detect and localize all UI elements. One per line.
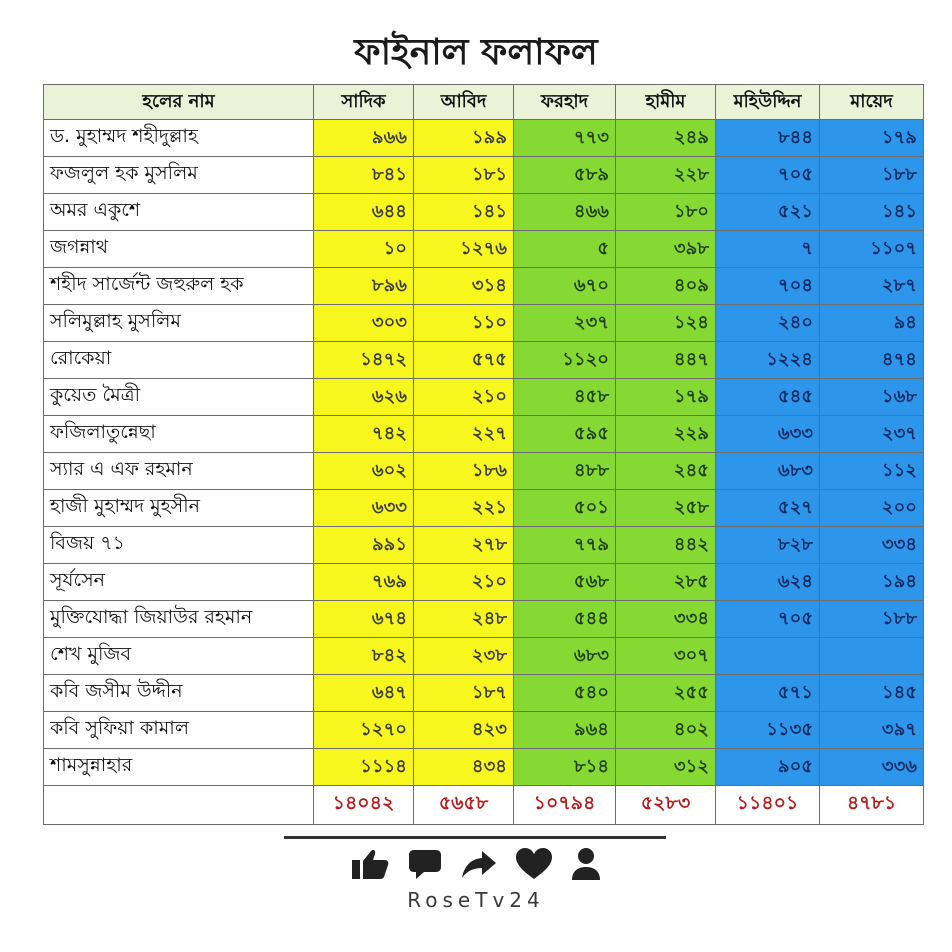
vote-cell: ৫০১: [514, 490, 616, 527]
vote-cell: ৬৮৩: [716, 453, 820, 490]
vote-cell: ৪৪৭: [616, 342, 716, 379]
vote-cell: ১১০৭: [820, 231, 924, 268]
vote-cell: ২৮৭: [820, 268, 924, 305]
vote-cell: [820, 638, 924, 675]
page-title: ফাইনাল ফলাফল: [354, 32, 598, 73]
total-cell: ৪৭৮১: [820, 786, 924, 825]
vote-cell: ৫৯৫: [514, 416, 616, 453]
vote-cell: ৭৭৯: [514, 527, 616, 564]
vote-cell: ১২২৪: [716, 342, 820, 379]
table-row: [44, 490, 924, 527]
hall-name-cell: রোকেয়া: [44, 342, 314, 379]
vote-cell: ১১০: [414, 305, 514, 342]
vote-cell: ৩০৩: [314, 305, 414, 342]
vote-cell: ৬৮৩: [514, 638, 616, 675]
hall-name-cell: সলিমুল্লাহ মুসলিম: [44, 305, 314, 342]
vote-cell: ২১০: [414, 379, 514, 416]
vote-cell: ২৪৫: [616, 453, 716, 490]
vote-cell: ৬২৬: [314, 379, 414, 416]
vote-cell: ৪৫৮: [514, 379, 616, 416]
vote-cell: ৩৯৭: [820, 712, 924, 749]
vote-cell: ৭৪২: [314, 416, 414, 453]
total-cell: ১১৪০১: [716, 786, 820, 825]
vote-cell: ৫৪০: [514, 675, 616, 712]
column-header-hall: হলের নাম: [44, 85, 314, 120]
vote-cell: ৩৩৪: [820, 527, 924, 564]
table-row: [44, 712, 924, 749]
vote-cell: ১৯৯: [414, 120, 514, 157]
vote-cell: ৫২১: [716, 194, 820, 231]
vote-cell: ২৭৮: [414, 527, 514, 564]
table-row: [44, 527, 924, 564]
user-icon[interactable]: [570, 847, 602, 881]
vote-cell: ৫২৭: [716, 490, 820, 527]
vote-cell: ৪০৯: [616, 268, 716, 305]
vote-cell: ৩০৭: [616, 638, 716, 675]
vote-cell: ১৭৯: [820, 120, 924, 157]
vote-cell: ১২৭৬: [414, 231, 514, 268]
hall-name-cell: সূর্যসেন: [44, 564, 314, 601]
vote-cell: ৩১৪: [414, 268, 514, 305]
hall-name-cell: শামসুন্নাহার: [44, 749, 314, 786]
vote-cell: ১১২০: [514, 342, 616, 379]
vote-cell: ৬৩৩: [716, 416, 820, 453]
hall-name-cell: কবি জসীম উদ্দীন: [44, 675, 314, 712]
table-row: [44, 416, 924, 453]
vote-cell: ১০: [314, 231, 414, 268]
total-cell: ৫৬৫৮: [414, 786, 514, 825]
vote-cell: ৭: [716, 231, 820, 268]
vote-cell: ৪৩৪: [414, 749, 514, 786]
hall-name-cell: কুয়েত মৈত্রী: [44, 379, 314, 416]
vote-cell: ৭৭৩: [514, 120, 616, 157]
vote-cell: ২৩৭: [514, 305, 616, 342]
vote-cell: ১৮৬: [414, 453, 514, 490]
vote-cell: ১৯৪: [820, 564, 924, 601]
total-cell: ১৪০৪২: [314, 786, 414, 825]
vote-cell: ৭০৫: [716, 157, 820, 194]
vote-cell: ৫৬৮: [514, 564, 616, 601]
table-row: [44, 342, 924, 379]
vote-cell: ১৪১: [820, 194, 924, 231]
vote-cell: ৬০২: [314, 453, 414, 490]
vote-cell: ২০০: [820, 490, 924, 527]
vote-cell: ৬২৪: [716, 564, 820, 601]
vote-cell: ৯০৫: [716, 749, 820, 786]
table-row: [44, 120, 924, 157]
hall-name-cell: শেখ মুজিব: [44, 638, 314, 675]
vote-cell: ৬৭৪: [314, 601, 414, 638]
vote-cell: ২৫৮: [616, 490, 716, 527]
totals-label-cell: [44, 786, 314, 825]
vote-cell: ৪৪২: [616, 527, 716, 564]
hall-name-cell: স্যার এ এফ রহমান: [44, 453, 314, 490]
column-header-candidate: মহিউদ্দিন: [716, 85, 820, 120]
vote-cell: ৩৯৮: [616, 231, 716, 268]
vote-cell: ৪০২: [616, 712, 716, 749]
vote-cell: ১৪১: [414, 194, 514, 231]
table-row: [44, 749, 924, 786]
total-cell: ৫২৮৩: [616, 786, 716, 825]
vote-cell: ৭৬৯: [314, 564, 414, 601]
vote-cell: ১৮৮: [820, 601, 924, 638]
vote-cell: ১৮৭: [414, 675, 514, 712]
table-row: [44, 638, 924, 675]
vote-cell: ৬৩৩: [314, 490, 414, 527]
vote-cell: ১৮৮: [820, 157, 924, 194]
table-row: [44, 268, 924, 305]
vote-cell: ২৪৮: [414, 601, 514, 638]
share-icon[interactable]: [460, 847, 498, 881]
vote-cell: ৮২৮: [716, 527, 820, 564]
vote-cell: ৩৩৪: [616, 601, 716, 638]
vote-cell: ২৩৮: [414, 638, 514, 675]
table-row: [44, 675, 924, 712]
hall-name-cell: অমর একুশে: [44, 194, 314, 231]
vote-cell: ৬৪৭: [314, 675, 414, 712]
hall-name-cell: ফজলুল হক মুসলিম: [44, 157, 314, 194]
vote-cell: ৪৭৪: [820, 342, 924, 379]
column-header-candidate: ফরহাদ: [514, 85, 616, 120]
totals-row: [44, 786, 924, 825]
vote-cell: ১৭৯: [616, 379, 716, 416]
vote-cell: [716, 638, 820, 675]
vote-cell: ১১৩৫: [716, 712, 820, 749]
vote-cell: ৬৪৪: [314, 194, 414, 231]
table-row: [44, 379, 924, 416]
vote-cell: ১৮০: [616, 194, 716, 231]
vote-cell: ৭০৪: [716, 268, 820, 305]
vote-cell: ২২৯: [616, 416, 716, 453]
vote-cell: ৬৭০: [514, 268, 616, 305]
column-header-candidate: আবিদ: [414, 85, 514, 120]
table-row: [44, 453, 924, 490]
brand-label: RoseTv24: [407, 888, 545, 912]
table-body: [44, 120, 924, 825]
vote-cell: ৭০৫: [716, 601, 820, 638]
hall-name-cell: মুক্তিযোদ্ধা জিয়াউর রহমান: [44, 601, 314, 638]
header-row: [44, 85, 924, 120]
hall-name-cell: কবি সুফিয়া কামাল: [44, 712, 314, 749]
total-cell: ১০৭৯৪: [514, 786, 616, 825]
vote-cell: ২১০: [414, 564, 514, 601]
vote-cell: ১২৭০: [314, 712, 414, 749]
vote-cell: ৮১৪: [514, 749, 616, 786]
table-row: [44, 601, 924, 638]
vote-cell: ৯৯১: [314, 527, 414, 564]
vote-cell: ১২৪: [616, 305, 716, 342]
vote-cell: ৮৪১: [314, 157, 414, 194]
vote-cell: ৫: [514, 231, 616, 268]
vote-cell: ২৩৭: [820, 416, 924, 453]
vote-cell: ৩৩৬: [820, 749, 924, 786]
vote-cell: ৪৬৬: [514, 194, 616, 231]
vote-cell: ৫৮৯: [514, 157, 616, 194]
hall-name-cell: শহীদ সার্জেন্ট জহুরুল হক: [44, 268, 314, 305]
vote-cell: ১৬৮: [820, 379, 924, 416]
table-row: [44, 231, 924, 268]
vote-cell: ৫৭১: [716, 675, 820, 712]
table-row: [44, 194, 924, 231]
hall-name-cell: ফজিলাতুন্নেছা: [44, 416, 314, 453]
hall-name-cell: জগন্নাথ: [44, 231, 314, 268]
vote-cell: ৫৪৪: [514, 601, 616, 638]
divider: [284, 836, 666, 839]
column-header-candidate: সাদিক: [314, 85, 414, 120]
vote-cell: ১১১৪: [314, 749, 414, 786]
vote-cell: ১১২: [820, 453, 924, 490]
vote-cell: ১৮১: [414, 157, 514, 194]
vote-cell: ২৪৯: [616, 120, 716, 157]
hall-name-cell: বিজয় ৭১: [44, 527, 314, 564]
vote-cell: ৮৪২: [314, 638, 414, 675]
vote-cell: ৯৬৬: [314, 120, 414, 157]
thumbs-up-icon[interactable]: [350, 847, 390, 881]
vote-cell: ১৪৫: [820, 675, 924, 712]
vote-cell: ৫৪৫: [716, 379, 820, 416]
vote-cell: ৮৯৬: [314, 268, 414, 305]
vote-cell: ৯৬৪: [514, 712, 616, 749]
table-row: [44, 157, 924, 194]
hall-name-cell: ড. মুহাম্মদ শহীদুল্লাহ: [44, 120, 314, 157]
comment-icon[interactable]: [407, 847, 443, 881]
column-header-candidate: মায়েদ: [820, 85, 924, 120]
social-icons: [350, 846, 602, 882]
results-table: [43, 84, 924, 825]
heart-icon[interactable]: [515, 847, 553, 881]
vote-cell: ৩১২: [616, 749, 716, 786]
vote-cell: ৪৮৮: [514, 453, 616, 490]
vote-cell: ২৫৫: [616, 675, 716, 712]
vote-cell: ৯৪: [820, 305, 924, 342]
vote-cell: ৪২৩: [414, 712, 514, 749]
vote-cell: ২২৭: [414, 416, 514, 453]
vote-cell: ২২১: [414, 490, 514, 527]
vote-cell: ২৪০: [716, 305, 820, 342]
vote-cell: ৮৪৪: [716, 120, 820, 157]
vote-cell: ৫৭৫: [414, 342, 514, 379]
hall-name-cell: হাজী মুহাম্মদ মুহসীন: [44, 490, 314, 527]
vote-cell: ২৮৫: [616, 564, 716, 601]
table-row: [44, 564, 924, 601]
vote-cell: ২২৮: [616, 157, 716, 194]
table-row: [44, 305, 924, 342]
column-header-candidate: হামীম: [616, 85, 716, 120]
vote-cell: ১৪৭২: [314, 342, 414, 379]
